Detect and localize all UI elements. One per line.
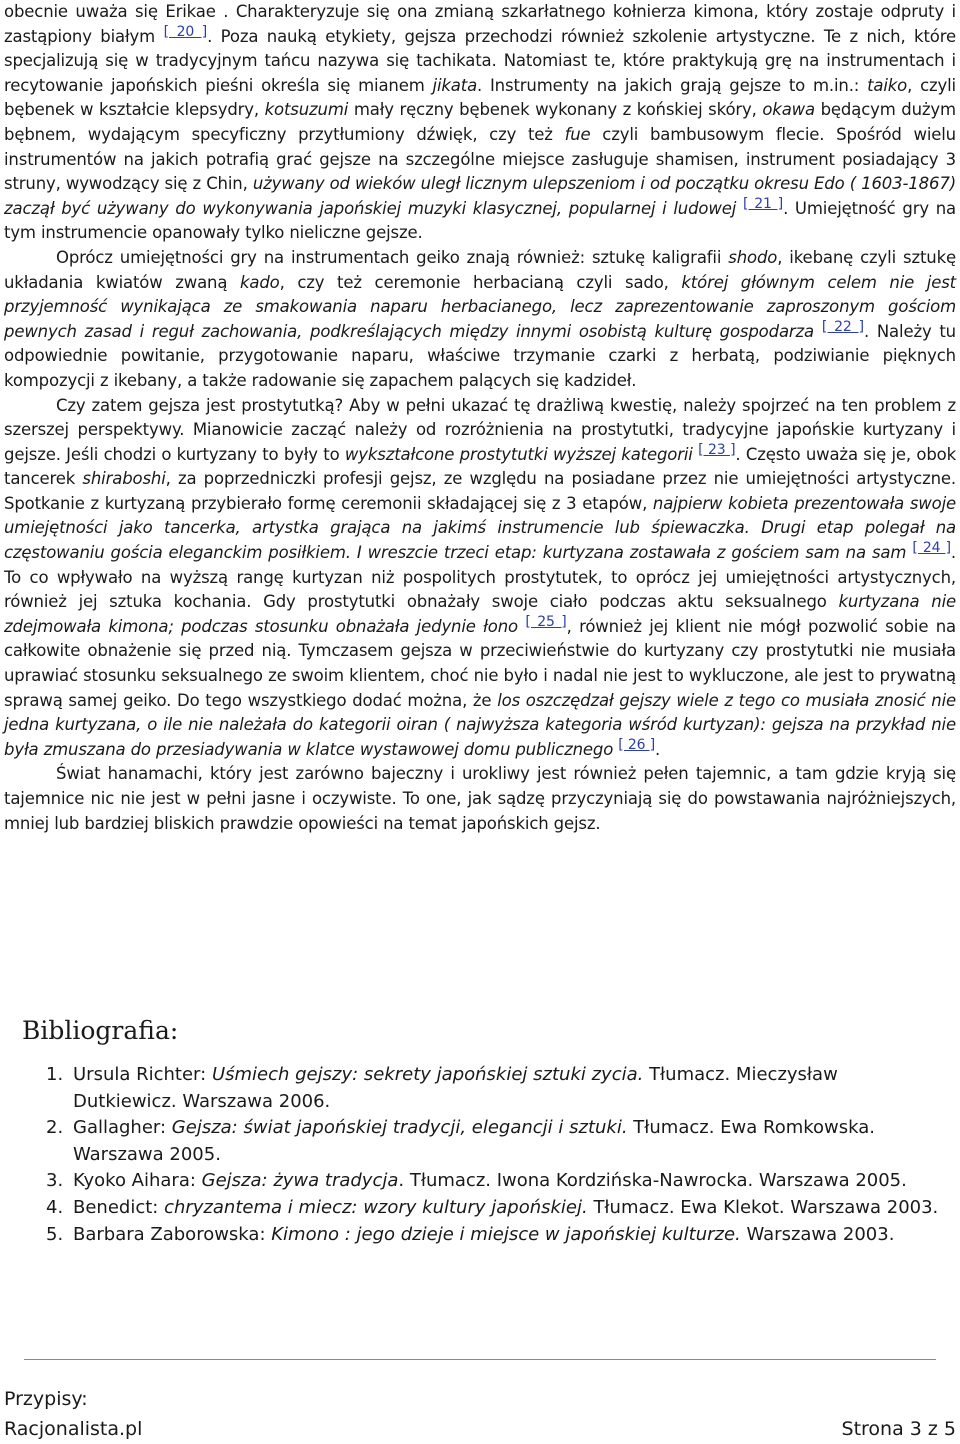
footnote-ref-link[interactable]: [ 23 ] bbox=[698, 441, 736, 458]
footer-page-number: Strona 3 z 5 bbox=[841, 1418, 956, 1440]
text-run: . Tłumacz. Iwona Kordzińska-Nawrocka. Warszawa 2005. bbox=[398, 1170, 907, 1192]
italic-text: kado bbox=[239, 272, 280, 292]
bibliography-item bbox=[46, 1115, 946, 1168]
bibliography-item-number: 3. bbox=[46, 1170, 64, 1192]
footnote-divider bbox=[24, 1359, 936, 1360]
text-run: Warszawa 2003. bbox=[740, 1223, 895, 1245]
text-run: , za poprzedniczki profesji gejsz, ze względu na posiadane przez nie umiejętności artystyczne. Spotkanie z kurtyzaną przybierało formę ceremonii składającej się z 3 etapów, bbox=[4, 469, 956, 513]
italic-text: Uśmiech gejszy: sekrety japońskiej sztuki zycia. bbox=[211, 1064, 644, 1085]
text-run: Gallagher: bbox=[73, 1117, 172, 1139]
text-run: Czy zatem gejsza jest prostytutką? Aby w pełni ukazać tę drażliwą kwestię, należy spojrzeć na ten problem z szerszej perspektywy. Mianowicie zacząć należy od rozróżnienia na prostytutki, tradycyjne japońskie kurtyzany i gejsze. Jeśli chodzi o kurtyzany to były to bbox=[4, 395, 956, 464]
footnote-ref-link[interactable]: [ 20 ] bbox=[163, 23, 208, 40]
italic-text: Gejsza: żywa tradycja bbox=[201, 1170, 399, 1192]
bibliography-heading: Bibliografia: bbox=[22, 1016, 179, 1045]
text-run: Świat hanamachi, który jest zarówno bajeczny i urokliwy jest również pełen tajemnic, a tam gdzie kryją się tajemnice nic nie jest w pełni jasne i oczywiste. To one, jak sądzę przyczyniają się do powstawania najróżniejszych, mniej lub bardziej bliskich prawdzie opowieści na temat japońskich gejsz. bbox=[4, 764, 956, 833]
text-run: Kyoko Aihara: bbox=[73, 1170, 202, 1192]
italic-text: los oszczędzał gejszy wiele z tego co musiała znosić nie jedna kurtyzana, o ile nie należała do kategorii oiran ( najwyższa kategoria wśród kurtyzan): gejsza na przykład nie była zmuszana do przesiadywania w klatce wystawowej domu publicznego bbox=[4, 690, 957, 759]
body-paragraph bbox=[4, 0, 956, 246]
text-run: Ursula Richter: bbox=[73, 1064, 212, 1085]
italic-text: chryzantema i miecz: wzory kultury japońskiej. bbox=[164, 1196, 588, 1218]
text-run: . Często uważa się je, obok tancerek bbox=[4, 444, 957, 489]
italic-text: jikata bbox=[432, 75, 478, 95]
bibliography-item-number: 2. bbox=[46, 1117, 64, 1139]
italic-text: kurtyzana nie zdejmowała kimona; podczas stosunku obnażała jedynie łono bbox=[4, 592, 957, 636]
italic-text: której głównym celem nie jest przyjemność wynikająca ze smakowania naparu herbacianego, lecz zaprezentowanie zaproszonym gościom pewnych zasad i reguł zachowania, podkreślających między innymi osobistą kulturę gospodarza bbox=[4, 272, 956, 341]
bibliography-item-number: 1. bbox=[46, 1064, 64, 1085]
text-run: , czy też ceremonie herbacianą czyli sado, bbox=[279, 272, 682, 292]
bibliography-item-number: 5. bbox=[46, 1223, 64, 1245]
text-run: . Instrumenty na jakich grają gejsze to m.in.: bbox=[477, 75, 868, 95]
italic-text: Gejsza: świat japońskiej tradycji, elegancji i sztuki. bbox=[171, 1117, 628, 1139]
text-run: Tłumacz. Ewa Klekot. Warszawa 2003. bbox=[587, 1196, 939, 1218]
text-run: mały ręczny bębenek wykonany z końskiej skóry, bbox=[348, 100, 763, 120]
italic-text: shodo bbox=[728, 247, 778, 267]
text-run: , również jej klient nie mógł pozwolić sobie na całkowite obnażenie się przed nią. Tymczasem gejsza w przeciwieństwie do kurtyzany czy prostytutki nie musiała uprawiać stosunku seksualnego ze swoim klientem, choć nie było i nadal nie jest to wykluczone, ale jest to prywatną sprawą samej geiko. Do tego wszystkiego dodać można, że bbox=[4, 616, 956, 710]
footer-site-name: Racjonalista.pl bbox=[4, 1418, 143, 1440]
footnote-ref-link[interactable]: [ 22 ] bbox=[821, 318, 864, 335]
article-body bbox=[4, 0, 956, 836]
text-run: . Należy tu odpowiednie powitanie, przygotowanie naparu, właściwe trzymanie czarki z herbatą, podziwianie pięknych kompozycji z ikebany, a także radowanie się zapachem palących się kadzideł. bbox=[4, 321, 956, 390]
footnotes-heading: Przypisy: bbox=[4, 1388, 88, 1410]
bibliography-item-number: 4. bbox=[46, 1196, 64, 1218]
text-run: Tłumacz. Mieczysław Dutkiewicz. Warszawa 2006. bbox=[73, 1064, 838, 1112]
body-paragraph bbox=[4, 762, 956, 836]
italic-text: taiko bbox=[867, 75, 908, 95]
italic-text: wykształcone prostytutki wyższej kategorii bbox=[344, 444, 693, 464]
text-run: czyli bambusowym flecie. Spośród wielu instrumentów na jakich potrafią grać gejsze na szczególne miejsce zasługuje shamisen, instrument posiadający 3 struny, wywodzący się z Chin, bbox=[4, 124, 956, 194]
footnote-ref-link[interactable]: [ 24 ] bbox=[912, 540, 951, 557]
text-run: obecnie uważa się Erikae . Charakteryzuje się ona zmianą szkarłatnego kołnierza kimona, który zostaje odpruty i zastąpiony białym bbox=[4, 2, 956, 46]
body-paragraph bbox=[4, 246, 956, 394]
bibliography-list bbox=[46, 1062, 946, 1248]
text-run: , ikebanę czyli sztukę układania kwiatów zwaną bbox=[4, 247, 956, 292]
italic-text: shiraboshi bbox=[82, 469, 166, 489]
bibliography-item bbox=[46, 1062, 946, 1115]
italic-text: najpierw kobieta prezentowała swoje umiejętności jako tancerka, artystka grająca na jakimś instrumencie lub śpiewaczka. Drugi etap polegał na częstowaniu gościa eleganckim posiłkiem. I wreszcie trzeci etap: kurtyzana zostawała z gościem sam na sam bbox=[4, 493, 957, 563]
text-run bbox=[814, 322, 822, 341]
bibliography-item bbox=[46, 1168, 946, 1195]
text-run: . Poza nauką etykiety, gejsza przechodzi również szkolenie artystyczne. Te z nich, które specjalizują się w tradycyjnym tańcu nazywa się tachikata. Natomiast te, które praktykują grę na instrumentach i recytowanie japońskich pieśni określa się mianem bbox=[4, 26, 956, 95]
footnote-ref-link[interactable]: [ 25 ] bbox=[525, 613, 567, 630]
italic-text: Kimono : jego dzieje i miejsce w japońskiej kulturze. bbox=[271, 1223, 741, 1245]
text-run: . Umiejętność gry na tym instrumencie opanowały tylko nieliczne gejsze. bbox=[4, 198, 956, 243]
italic-text: kotsuzumi bbox=[264, 100, 349, 120]
italic-text: używany od wieków uległ licznym ulepszeniom i od początku okresu Edo ( 1603-1867) zaczął być używany do wykonywania japońskiej muzyki klasycznej, popularnej i ludowej bbox=[4, 174, 956, 218]
text-run: Tłumacz. Ewa Romkowska. Warszawa 2005. bbox=[73, 1117, 876, 1165]
bibliography-item bbox=[46, 1195, 946, 1222]
text-run bbox=[736, 199, 743, 218]
text-run: Barbara Zaborowska: bbox=[73, 1223, 272, 1245]
italic-text: fue bbox=[564, 124, 591, 144]
footnote-ref-link[interactable]: [ 26 ] bbox=[618, 736, 656, 753]
text-run: Oprócz umiejętności gry na instrumentach geiko znają również: sztukę kaligrafii bbox=[56, 247, 729, 267]
bibliography-item bbox=[46, 1222, 946, 1249]
body-paragraph bbox=[4, 394, 956, 763]
text-run: Benedict: bbox=[73, 1196, 165, 1218]
footnote-ref-link[interactable]: [ 21 ] bbox=[742, 195, 784, 212]
text-run: . To co wpływało na wyższą rangę kurtyzan niż pospolitych prostytutek, to oprócz jej umiejętności artystycznych, również jej sztuka kochania. Gdy prostytutki obnażały swoje ciało podczas aktu seksualnego bbox=[4, 543, 956, 612]
italic-text: okawa bbox=[762, 100, 815, 120]
text-run: . bbox=[655, 739, 661, 759]
text-run: , czyli bębenek w kształcie klepsydry, bbox=[4, 75, 956, 120]
text-run: będącym dużym bębnem, wydającym specyficzny przytłumiony dźwięk, czy też bbox=[4, 100, 956, 144]
